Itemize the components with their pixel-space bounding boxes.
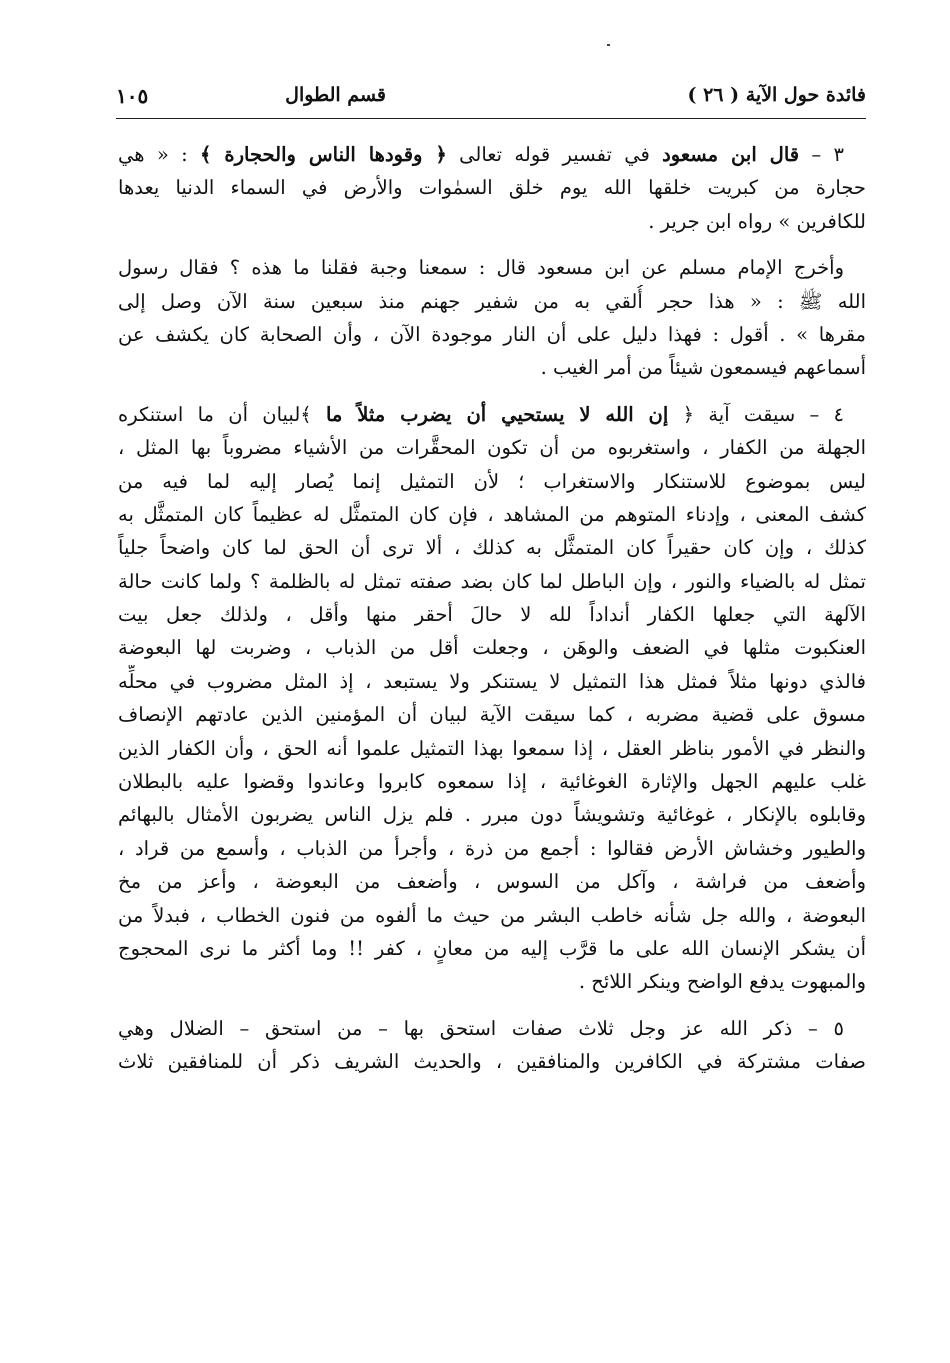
running-header xyxy=(116,84,866,114)
text-segment: الجهلة من الكفار ، واستغربوه من أن تكون المحقَّرات من الأشياء مضروباً بها المثل ، xyxy=(118,436,866,460)
text-segment: وقابلوه بالإنكار ، غوغائية وتشويشاً دون مبرر . فلم يزل الناس يضربون الأمثال بالبهائم xyxy=(118,803,866,827)
text-segment: البعوضة ، والله جل شأنه خاطب البشر من حيث ما ألفوه من فنون الخطاب ، فبدلاً من xyxy=(118,903,866,927)
text-segment: كذلك ، وإن كان حقيراً كان المتمثَّل به كذلك ، ألا ترى أن الحق لما كان واضحاً جلياً xyxy=(118,536,866,560)
text-segment: مسوق على قضية مضربه ، كما سيقت الآية لبيان أن المؤمنين الذين عادتهم الإنصاف xyxy=(118,703,866,727)
text-line xyxy=(118,565,866,598)
text-segment: ٥ – ذكر الله عز وجل ثلاث صفات استحق بها – من استحق – الضلال وهي xyxy=(118,1016,844,1040)
text-line xyxy=(118,465,866,498)
text-segment: : « هي xyxy=(118,143,201,166)
text-segment: صفات مشتركة في الكافرين والمنافقين ، والحديث الشريف ذكر أن للمنافقين ثلاث xyxy=(118,1050,866,1074)
text-segment: للكافرين » رواه ابن جرير . xyxy=(648,209,866,233)
header-title: فائدة حول الآية ( ٢٦ ) xyxy=(687,84,866,106)
text-segment: أسماعهم فيسمعون شيئاً من أمر الغيب . xyxy=(540,356,866,380)
text-segment: تمثل له بالضياء والنور ، وإن الباطل لما كان بضد صفته تمثل له بالظلمة ؟ ولما كانت حالة xyxy=(118,569,866,593)
text-line xyxy=(118,865,866,898)
text-segment: وأخرج الإمام مسلم عن ابن مسعود قال : سمعنا وجبة فقلنا ما هذه ؟ فقال رسول xyxy=(118,256,844,280)
text-line xyxy=(118,498,866,531)
text-line xyxy=(118,798,866,831)
bold-text: إن الله لا يستحيي أن يضرب مثلاً ما xyxy=(325,402,669,426)
text-line xyxy=(118,431,866,464)
text-line xyxy=(118,665,866,698)
text-line xyxy=(118,631,866,664)
text-segment: والطيور وخشاش الأرض فقالوا : أجمع من ذرة ، وأجرأ من الذباب ، وأسمع من قراد ، xyxy=(118,836,866,860)
text-segment: والنظر في الأمور بناظر العقل ، إذا سمعوا بهذا التمثيل علموا أنه الحق ، وأن الكفار الذين xyxy=(118,736,866,760)
text-line xyxy=(118,171,866,204)
text-segment: غلب عليهم الجهل والإثارة الغوغائية ، إذا سمعوه كابروا وعاندوا وقضوا عليه بالبطلان xyxy=(118,770,866,794)
text-line xyxy=(118,318,866,351)
text-segment: ٣ – xyxy=(799,143,844,166)
text-segment: أن يشكر الإنسان الله على ما قرَّب إليه من معانٍ ، كفر !! وما أكثر ما نرى المحجوج xyxy=(118,936,866,960)
text-segment: ٤ – سيقت آية ﴿ xyxy=(668,402,844,426)
text-line xyxy=(118,138,866,171)
page-number: ١٠٥ xyxy=(116,84,149,108)
header-rule xyxy=(116,118,866,119)
text-line xyxy=(118,285,866,318)
text-line xyxy=(118,251,866,284)
text-line xyxy=(118,965,866,998)
paragraph xyxy=(118,398,866,999)
text-line xyxy=(118,205,866,238)
text-segment: كشف المعنى ، وإدناء المتوهم من المشاهد ، فإن كان المتمثَّل له عظيماً كان المتمثَّل به xyxy=(118,502,866,526)
paragraph xyxy=(118,138,866,238)
text-line xyxy=(118,765,866,798)
header-section: قسم الطوال xyxy=(285,84,386,106)
text-line xyxy=(118,598,866,631)
text-segment: والمبهوت يدفع الواضح وينكر اللائح . xyxy=(578,970,866,994)
text-line xyxy=(118,932,866,965)
text-line xyxy=(118,732,866,765)
text-segment: الآلهة التي جعلها الكفار أنداداً لله لا حالَ أحقر منها وأقل ، ولذلك جعل بيت xyxy=(118,603,866,627)
paragraph xyxy=(118,1012,866,1079)
paragraph xyxy=(118,251,866,385)
bold-text: ﴿ وقودها الناس والحجارة ﴾ xyxy=(200,143,447,166)
text-segment: فالذي دونها مثلاً فمثل هذا التمثيل لا يستنكر ولا يستبعد ، إذ المثل مضروب في محلِّه xyxy=(118,669,866,693)
text-segment: العنكبوت مثلها في الضعف والوهَن ، وجعلت أقل من الذباب ، وضربت لها البعوضة xyxy=(118,636,866,660)
text-segment: وأضعف من فراشة ، وآكل من السوس ، وأضعف من البعوضة ، وأعز من مخ xyxy=(118,870,866,894)
text-segment: مقرها » . أقول : فهذا دليل على أن النار موجودة الآن ، وأن الصحابة كان يكشف عن xyxy=(118,322,866,346)
text-line xyxy=(118,1012,866,1045)
text-segment: ليس بموضوع للاستنكار والاستغراب ؛ لأن التمثيل إنما يُصار إليه لما فيه من xyxy=(118,469,866,493)
text-line xyxy=(118,398,866,431)
text-segment: الله ﷺ : « هذا حجر أُلقي به من شفير جهنم منذ سبعين سنة الآن وصل إلى xyxy=(118,289,866,313)
text-segment: في تفسير قوله تعالى xyxy=(446,143,663,166)
text-line xyxy=(118,531,866,564)
text-line xyxy=(118,698,866,731)
text-segment: ﴾لبيان أن ما استنكره xyxy=(118,402,326,426)
bold-text: قال ابن مسعود xyxy=(662,143,800,166)
text-line xyxy=(118,899,866,932)
text-line xyxy=(118,351,866,384)
text-segment: حجارة من كبريت خلقها الله يوم خلق السمٰوات والأرض في السماء الدنيا يعدها xyxy=(118,176,866,200)
page-body xyxy=(118,138,866,1092)
text-line xyxy=(118,1045,866,1078)
text-line xyxy=(118,832,866,865)
scan-speck xyxy=(607,44,610,46)
